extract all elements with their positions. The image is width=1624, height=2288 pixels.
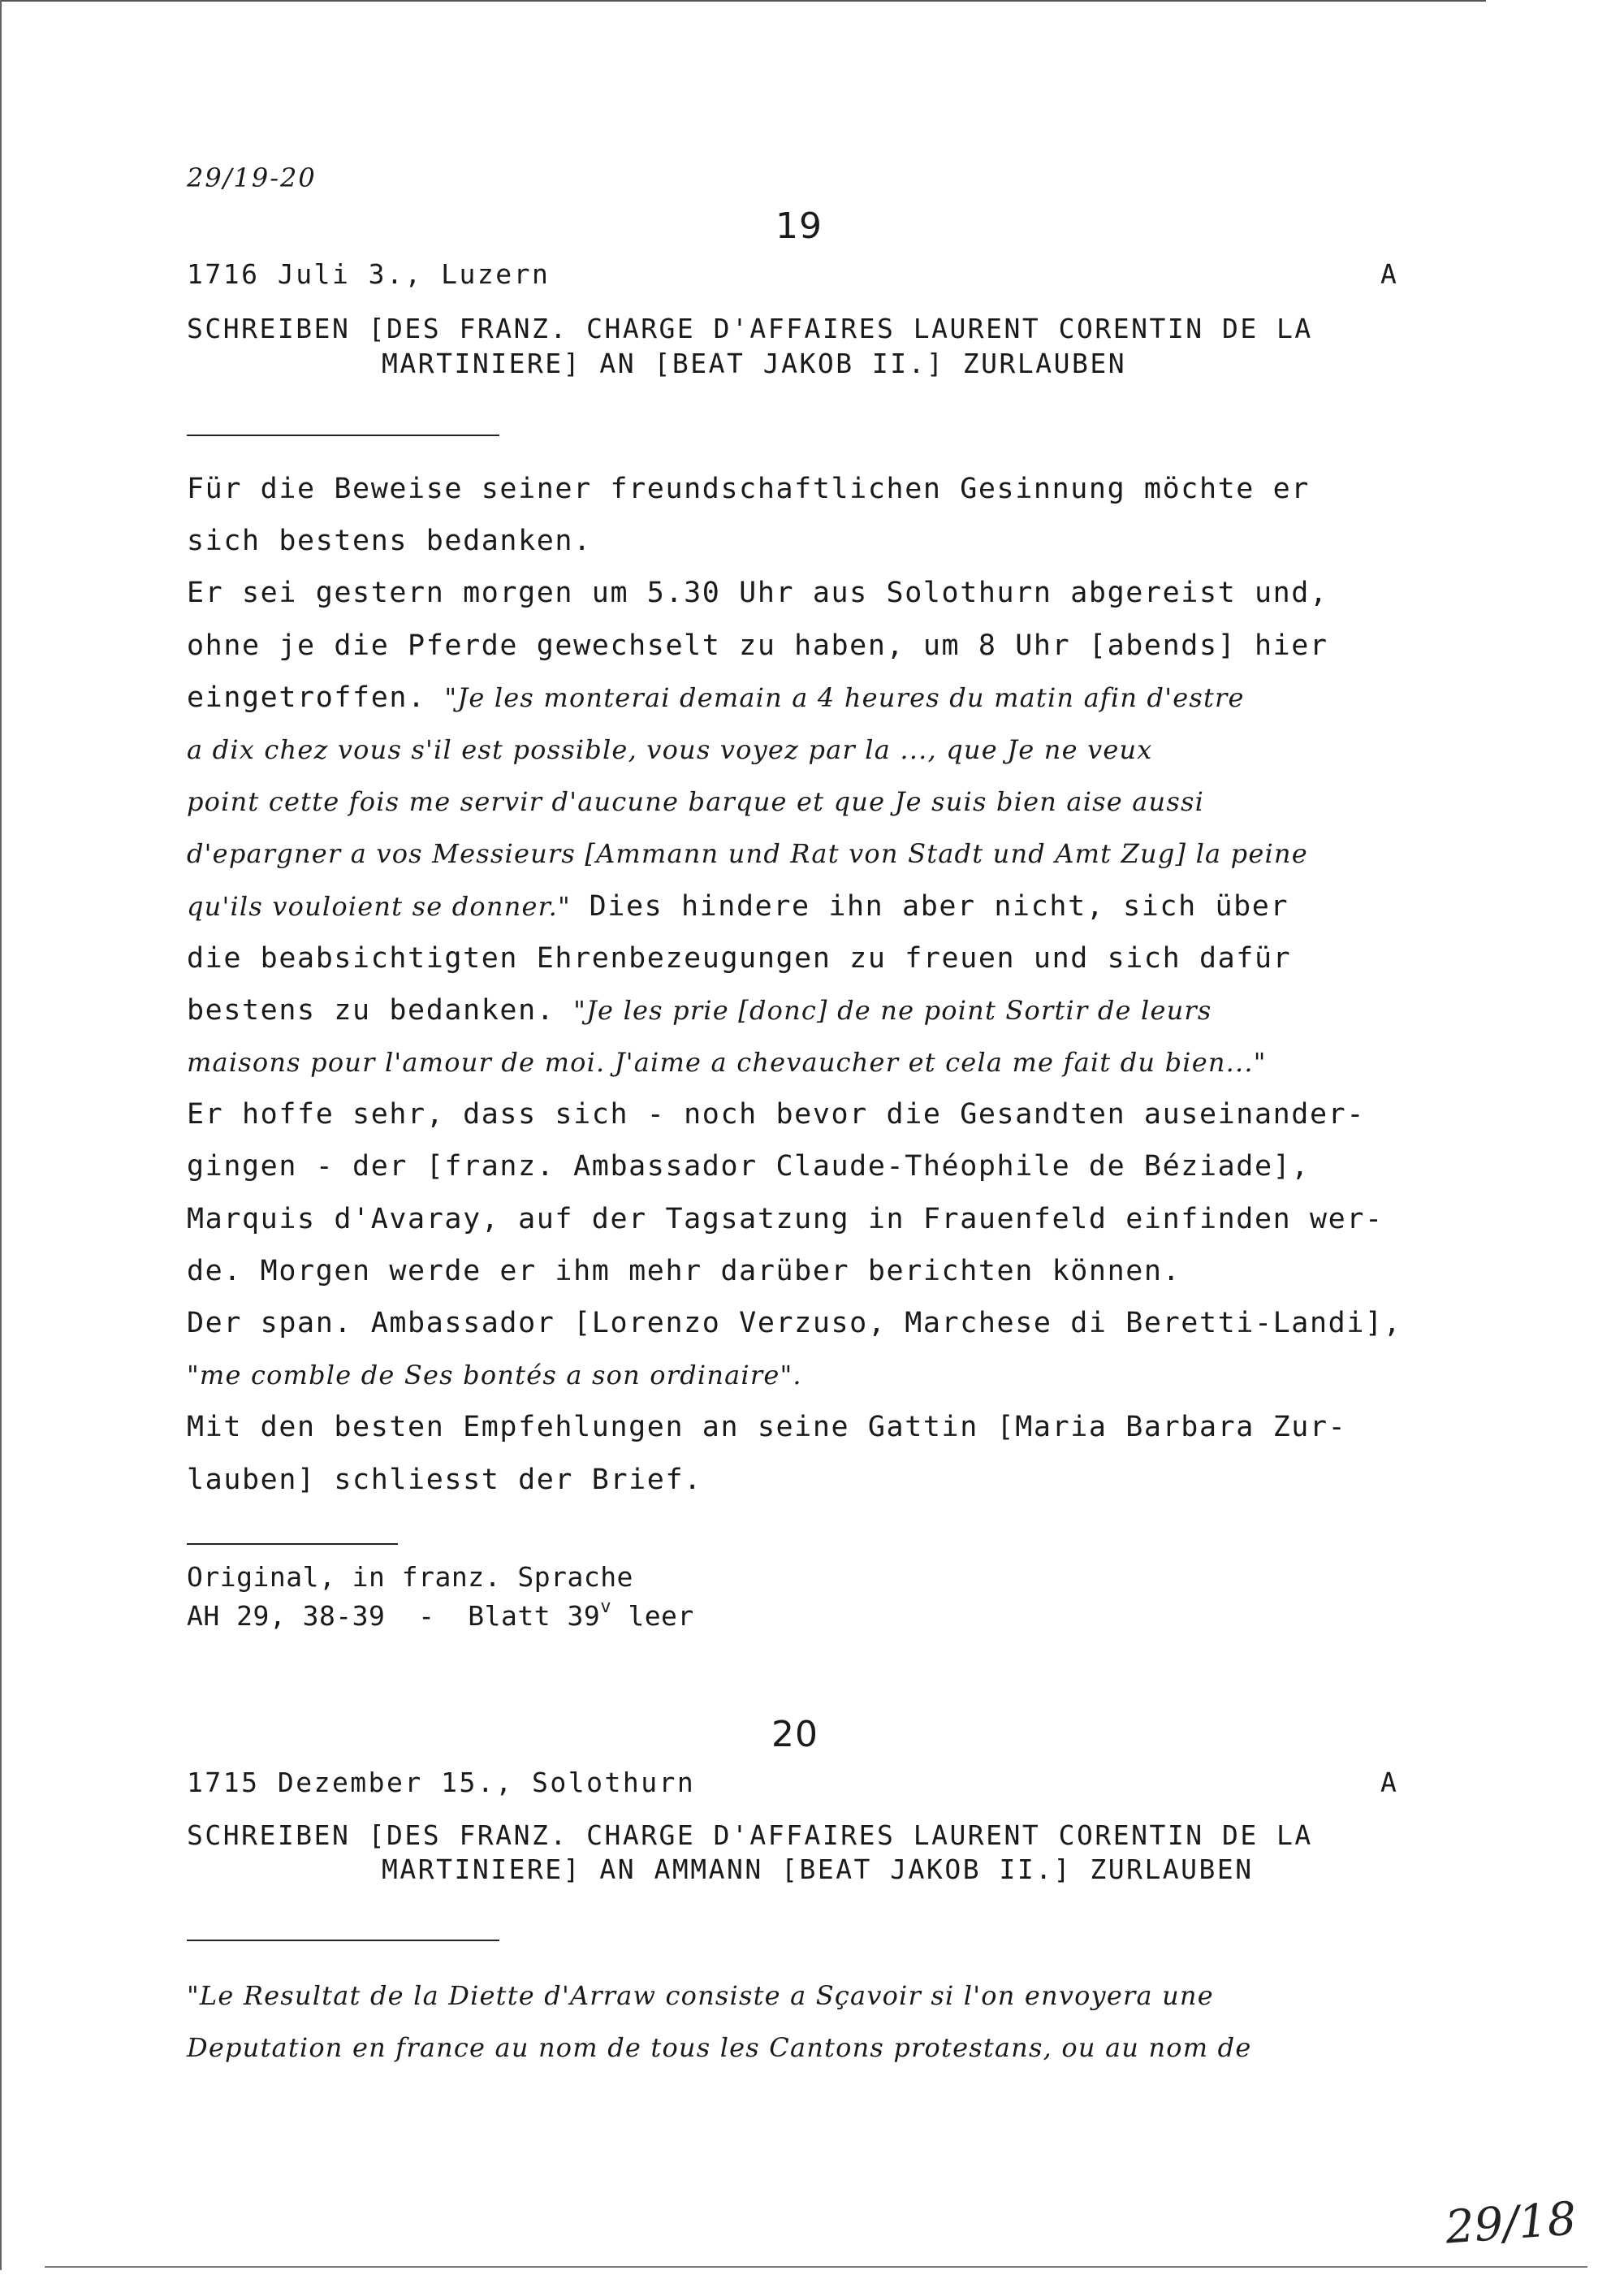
french-quote: "Je les prie [donc] de ne point Sortir de leurs (573, 994, 1212, 1026)
body-line: ohne je die Pferde gewechselt zu haben, um 8 Uhr [abends] hier (187, 629, 1328, 662)
french-quote-line: d'epargner a vos Messieurs [Ammann und Rat von Stadt und Amt Zug] la peine (187, 838, 1308, 870)
page-bottom-edge (45, 2266, 1587, 2268)
doc19-classification: A (1380, 258, 1399, 290)
doc19-date-place: 1716 Juli 3., Luzern (187, 258, 551, 290)
doc20-french-quote (187, 1970, 1527, 2074)
body-line: die beabsichtigten Ehrenbezeugungen zu freuen und sich dafür (187, 941, 1292, 975)
body-line: Der span. Ambassador [Lorenzo Verzuso, Marchese di Beretti-Landi], (187, 1307, 1402, 1339)
body-line: de. Morgen werde er ihm mehr darüber berichten können. (187, 1254, 1181, 1287)
body-line (187, 984, 1502, 1036)
document-number-19: 19 (775, 205, 823, 247)
body-line: Mit den besten Empfehlungen an seine Gattin [Maria Barbara Zur- (187, 1411, 1347, 1444)
doc19-heading-line1: SCHREIBEN [DES FRANZ. CHARGE D'AFFAIRES LAURENT CORENTIN DE LA (187, 313, 1313, 344)
body-text-segment: eingetroffen. (187, 681, 445, 714)
body-line (187, 672, 1502, 724)
doc20-heading-line1: SCHREIBEN [DES FRANZ. CHARGE D'AFFAIRES LAURENT CORENTIN DE LA (187, 1819, 1313, 1851)
body-line: Er sei gestern morgen um 5.30 Uhr aus Solothurn abgereist und, (187, 577, 1328, 610)
doc20-heading-line2: MARTINIERE] AN AMMANN [BEAT JAKOB II.] ZURLAUBEN (382, 1853, 1254, 1885)
page-left-edge (0, 0, 2, 2270)
body-line: lauben] schliesst der Brief. (187, 1463, 702, 1496)
archive-note: leer (611, 1600, 694, 1632)
body-line (187, 880, 1502, 932)
verso-superscript: v (600, 1597, 611, 1617)
french-quote: qu'ils vouloient se donner." (187, 890, 571, 922)
doc19-source-language: Original, in franz. Sprache (187, 1561, 633, 1593)
doc20-date-place: 1715 Dezember 15., Solothurn (187, 1767, 696, 1798)
french-quote-line: "me comble de Ses bontés a son ordinaire". (187, 1360, 802, 1391)
body-line: Er hoffe sehr, dass sich - noch bevor die Gesandten auseinander- (187, 1098, 1365, 1131)
page-reference: 29/19-20 (187, 162, 317, 193)
doc20-classification: A (1380, 1767, 1399, 1798)
body-text-segment: bestens zu bedanken. (187, 993, 574, 1027)
doc19-source-rule (187, 1543, 398, 1545)
french-quote-line: a dix chez vous s'il est possible, vous voyez par la ..., que Je ne veux (187, 733, 1153, 765)
french-quote-line: "Le Resultat de la Diette d'Arraw consiste a Sçavoir si l'on envoyera une (187, 1980, 1214, 2011)
doc20-heading-rule (187, 1940, 499, 1941)
doc19-heading-line2: MARTINIERE] AN [BEAT JAKOB II.] ZURLAUBEN (382, 348, 1127, 379)
french-quote-line: point cette fois me servir d'aucune barque et que Je suis bien aise aussi (187, 786, 1205, 818)
document-number-20: 20 (771, 1714, 818, 1755)
doc19-summary (187, 463, 1502, 1506)
body-line: sich bestens bedanken. (187, 525, 592, 558)
doc19-heading-rule (187, 435, 499, 436)
archive-reference: AH 29, 38-39 - Blatt 39 (187, 1600, 601, 1632)
french-quote: "Je les monterai demain a 4 heures du matin afin d'estre (444, 681, 1245, 713)
handwritten-folio-number: 29/18 (1443, 2192, 1579, 2255)
french-quote-line: maisons pour l'amour de moi. J'aime a chevaucher et cela me fait du bien..." (187, 1047, 1267, 1079)
doc19-source-archive (187, 1597, 694, 1632)
body-line: gingen - der [franz. Ambassador Claude-Théophile de Béziade], (187, 1150, 1310, 1183)
body-line: Für die Beweise seiner freundschaftlichen Gesinnung möchte er (187, 473, 1310, 505)
body-line: Marquis d'Avaray, auf der Tagsatzung in Frauenfeld einfinden wer- (187, 1202, 1384, 1235)
french-quote-line: Deputation en france au nom de tous les Cantons protestans, ou au nom de (187, 2032, 1252, 2063)
body-text-segment: Dies hindere ihn aber nicht, sich über (570, 889, 1289, 923)
page-top-edge (0, 0, 1486, 2)
